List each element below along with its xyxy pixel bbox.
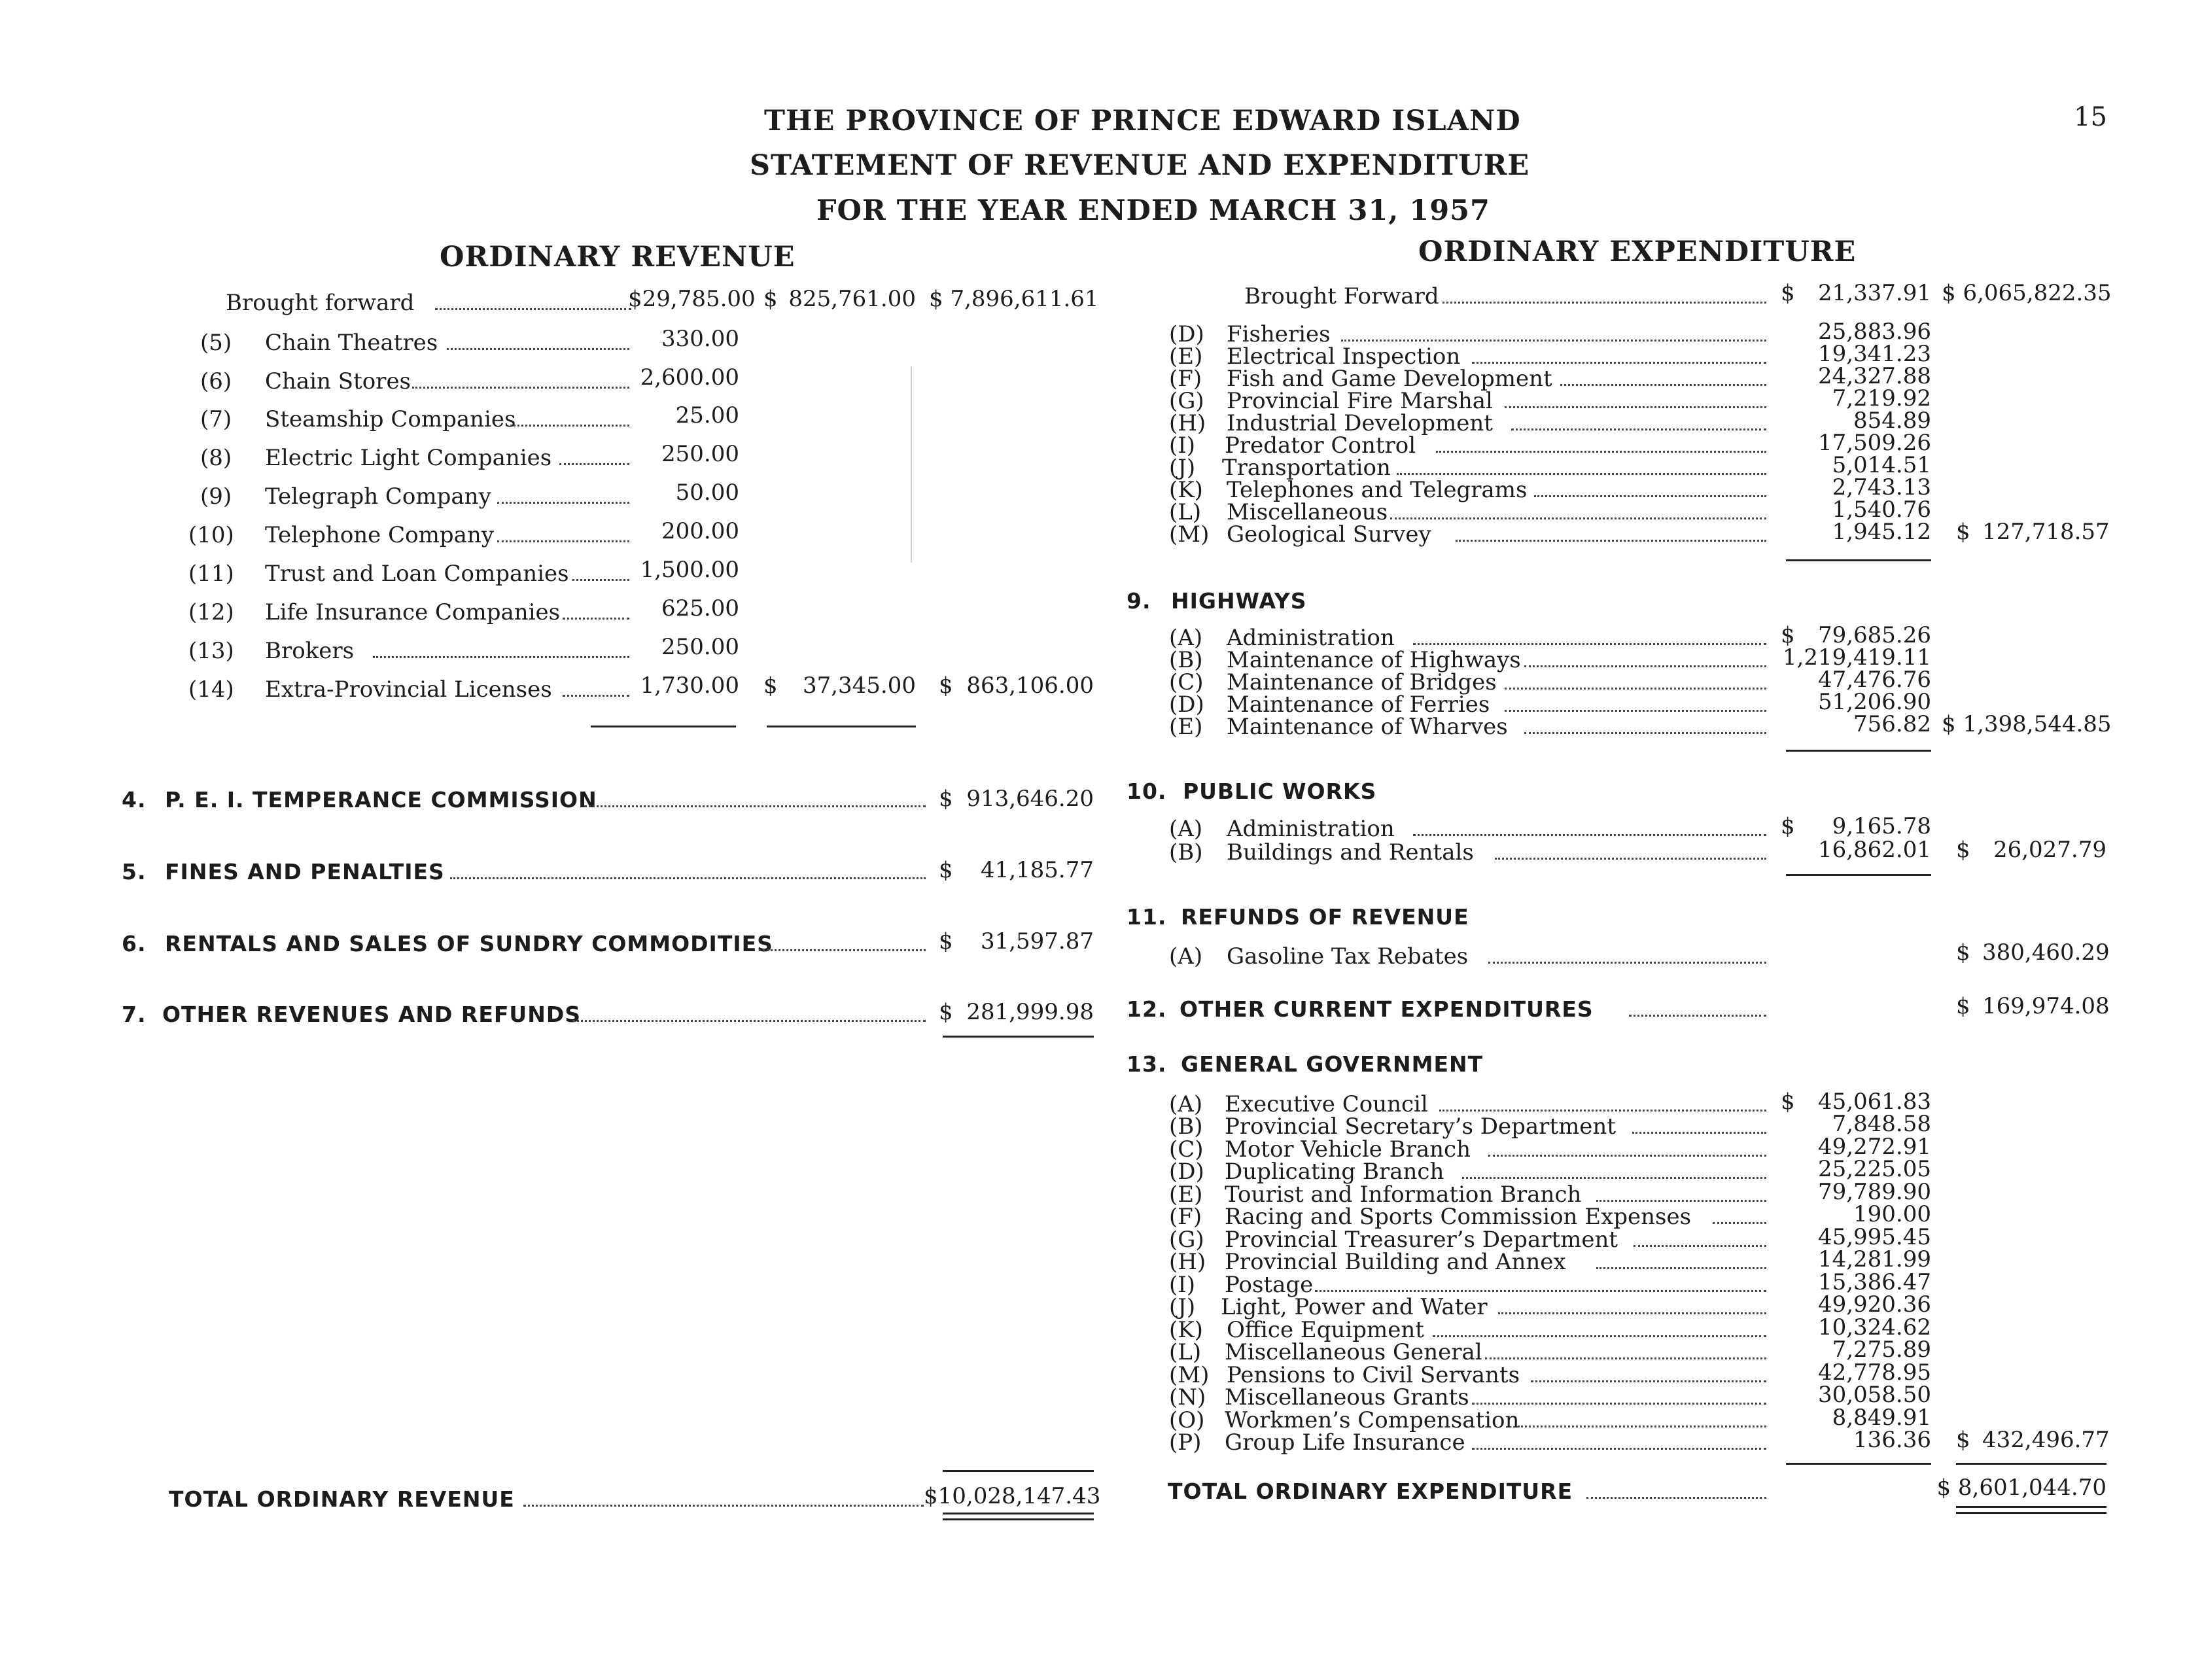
section-total: 380,460.29 [1982, 939, 2110, 966]
leader-dots [1390, 517, 1766, 519]
section-title: HIGHWAYS [1171, 588, 1307, 614]
leader-dots [1456, 540, 1766, 542]
leader-dots [412, 387, 629, 389]
item-letter: (B) [1169, 839, 1203, 866]
item-label: Miscellaneous General [1225, 1339, 1482, 1365]
item-amount: 25,883.96 [1817, 319, 1931, 345]
leader-dots [1632, 1132, 1766, 1134]
section-title: REFUNDS OF REVENUE [1181, 904, 1469, 930]
item-label: Chain Theatres [265, 330, 438, 356]
item-amount: 51,206.90 [1817, 689, 1931, 715]
item-amount: 17,509.26 [1817, 430, 1931, 456]
item-label: Postage [1225, 1272, 1314, 1298]
item-letter: (E) [1169, 1181, 1203, 1208]
leader-dots [1498, 1312, 1766, 1314]
expenditure-heading: ORDINARY EXPENDITURE [1418, 236, 1857, 268]
item-letter: (K) [1169, 1317, 1203, 1343]
item-label: Extra-Provincial Licenses [265, 676, 552, 703]
item-number: (9) [200, 483, 232, 510]
item-amount: 5,014.51 [1832, 452, 1931, 478]
item-letter: (D) [1169, 321, 1204, 347]
item-letter: (D) [1169, 691, 1204, 718]
item-letter: (F) [1169, 366, 1202, 392]
item-letter: (I) [1169, 432, 1195, 459]
leader-dots [1442, 302, 1766, 304]
leader-dots [1560, 384, 1766, 386]
item-amount: 7,848.58 [1832, 1111, 1931, 1137]
item-label: Life Insurance Companies [265, 599, 561, 625]
item-letter: (P) [1169, 1429, 1202, 1456]
title-line-2: STATEMENT OF REVENUE AND EXPENDITURE [750, 149, 1530, 182]
leader-dots [1413, 834, 1766, 836]
item-letter: (H) [1169, 1249, 1206, 1275]
item-amount: 49,920.36 [1817, 1291, 1931, 1318]
item-label: Fisheries [1227, 321, 1331, 347]
item-label: Geological Survey [1227, 521, 1431, 548]
item-amount: 50.00 [675, 480, 739, 506]
label: Brought forward [226, 290, 415, 316]
item-label: Telephones and Telegrams [1227, 477, 1528, 503]
item-label: Transportation [1222, 455, 1391, 481]
item-amount: 625.00 [661, 595, 739, 621]
amount-col2: 825,761.00 [788, 286, 916, 312]
subtotal-col3: 863,106.00 [966, 673, 1094, 699]
underline [1956, 1463, 2106, 1465]
amount-col1: $29,785.00 [628, 286, 756, 312]
leader-dots [1524, 665, 1766, 667]
section-total: 432,496.77 [1982, 1427, 2110, 1453]
underline [1786, 559, 1931, 561]
section-label: RENTALS AND SALES OF SUNDRY COMMODITIES [165, 931, 773, 956]
leader-dots [584, 805, 926, 807]
total-label: TOTAL ORDINARY EXPENDITURE [1168, 1479, 1573, 1504]
leader-dots [1629, 1015, 1766, 1017]
item-letter: (J) [1169, 1294, 1196, 1320]
section-number: 4. [122, 787, 147, 813]
item-letter: (G) [1169, 1227, 1204, 1253]
dollar-sign: $ [1781, 280, 1795, 306]
leader-dots [510, 425, 629, 427]
section-total: 26,027.79 [1993, 837, 2106, 863]
item-amount: 19,341.23 [1817, 341, 1931, 367]
leader-dots [1534, 495, 1766, 497]
item-label: Provincial Treasurer’s Department [1225, 1227, 1618, 1253]
item-label: Administration [1227, 816, 1395, 842]
section-number: 6. [122, 931, 147, 956]
section-amount: 41,185.77 [980, 857, 1094, 883]
leader-dots [563, 618, 629, 620]
leader-dots [1531, 1380, 1766, 1382]
leader-dots [1511, 429, 1766, 430]
section-total: $ 1,398,544.85 [1942, 711, 2112, 737]
section-label: OTHER REVENUES AND REFUNDS [162, 1002, 581, 1027]
leader-dots [1462, 1177, 1766, 1179]
item-letter: (B) [1169, 1113, 1203, 1140]
item-label: Electrical Inspection [1227, 343, 1461, 370]
leader-dots [1397, 473, 1766, 475]
leader-dots [1488, 1155, 1766, 1157]
item-letter: (E) [1169, 343, 1203, 370]
item-amount: 79,685.26 [1817, 622, 1931, 648]
item-letter: (H) [1169, 410, 1206, 436]
item-label: Maintenance of Bridges [1227, 669, 1497, 695]
subtotal-col2: 37,345.00 [802, 673, 916, 699]
dollar-sign: $ [1956, 993, 1970, 1019]
dollar-sign: $ [763, 673, 778, 699]
item-label: Maintenance of Highways [1227, 647, 1521, 673]
item-letter: (L) [1169, 1339, 1202, 1365]
item-number: (6) [200, 368, 232, 394]
double-underline [943, 1513, 1094, 1520]
dollar-sign: $ [1956, 837, 1970, 863]
leader-dots [497, 540, 629, 542]
dollar-sign: $ [1781, 1089, 1795, 1115]
item-amount: 250.00 [661, 634, 739, 660]
amount-col3: $ 7,896,611.61 [929, 286, 1099, 312]
section-number: 11. [1127, 904, 1167, 930]
item-label: Light, Power and Water [1221, 1294, 1488, 1320]
dollar-sign: $ [1956, 1427, 1970, 1453]
group-total: 127,718.57 [1982, 519, 2110, 545]
leader-dots [1713, 1222, 1766, 1224]
leader-dots [1472, 362, 1766, 364]
underline [943, 1470, 1094, 1472]
item-label: Maintenance of Ferries [1227, 691, 1490, 718]
section-title: OTHER CURRENT EXPENDITURES [1180, 996, 1594, 1022]
item-amount: 24,327.88 [1817, 363, 1931, 389]
leader-dots [563, 695, 629, 697]
item-amount: 2,600.00 [640, 364, 739, 391]
dollar-sign: $ [1781, 813, 1795, 839]
section-amount: 913,646.20 [966, 786, 1094, 812]
leader-dots [523, 1505, 924, 1507]
leader-dots [1341, 340, 1766, 341]
leader-dots [1596, 1200, 1766, 1202]
item-letter: (J) [1169, 455, 1196, 481]
item-amount: 2,743.13 [1832, 474, 1931, 500]
section-number: 7. [122, 1002, 147, 1027]
leader-dots [1472, 1403, 1766, 1405]
item-amount: 25,225.05 [1817, 1156, 1931, 1182]
item-label: Industrial Development [1227, 410, 1493, 436]
item-amount: 42,778.95 [1817, 1359, 1931, 1386]
leader-dots [1433, 1335, 1766, 1337]
section-amount: 31,597.87 [980, 928, 1094, 954]
item-letter: (M) [1169, 1362, 1210, 1388]
leader-dots [450, 877, 926, 879]
leader-dots [572, 1020, 926, 1022]
item-number: (14) [188, 676, 234, 703]
underline [1786, 874, 1931, 876]
page-number: 15 [2074, 102, 2107, 132]
item-letter: (L) [1169, 499, 1202, 525]
leader-dots [447, 348, 629, 350]
item-label: Provincial Building and Annex [1225, 1249, 1566, 1275]
leader-dots [435, 308, 631, 310]
dollar-sign: $ [763, 286, 778, 312]
item-amount: 250.00 [661, 441, 739, 467]
leader-dots [1505, 710, 1766, 712]
item-amount: 14,281.99 [1817, 1246, 1931, 1272]
item-label: Steamship Companies [265, 406, 516, 432]
section-title: GENERAL GOVERNMENT [1181, 1051, 1484, 1077]
item-amount: 190.00 [1853, 1201, 1931, 1227]
item-amount: 45,995.45 [1817, 1224, 1931, 1250]
section-number: 5. [122, 859, 147, 884]
leader-dots [373, 656, 629, 658]
item-label: Tourist and Information Branch [1225, 1181, 1582, 1208]
item-amount: 7,219.92 [1832, 385, 1931, 411]
dollar-sign: $ [939, 857, 953, 883]
item-amount: 15,386.47 [1817, 1269, 1931, 1295]
leader-dots [1436, 451, 1766, 453]
item-letter: (O) [1169, 1407, 1205, 1433]
item-amount: 30,058.50 [1817, 1382, 1931, 1408]
item-number: (10) [188, 522, 234, 548]
item-amount: 1,219,419.11 [1782, 644, 1931, 671]
item-letter: (E) [1169, 714, 1203, 740]
item-number: (5) [200, 330, 232, 356]
leader-dots [559, 463, 629, 465]
dollar-sign: $ [939, 786, 953, 812]
item-label: Miscellaneous [1227, 499, 1388, 525]
item-letter: (B) [1169, 647, 1203, 673]
item-label: Trust and Loan Companies [265, 561, 569, 587]
item-label: Executive Council [1225, 1091, 1428, 1117]
dollar-sign: $ [939, 999, 953, 1025]
item-label: Office Equipment [1227, 1317, 1424, 1343]
section-number: 13. [1127, 1051, 1167, 1077]
item-label: Brokers [265, 638, 355, 664]
section-number: 9. [1127, 588, 1151, 614]
item-letter: (K) [1169, 477, 1203, 503]
section-label: FINES AND PENALTIES [165, 859, 445, 884]
item-amount: 9,165.78 [1832, 813, 1931, 839]
item-letter: (A) [1169, 625, 1203, 651]
section-title: PUBLIC WORKS [1183, 779, 1377, 804]
item-label: Group Life Insurance [1225, 1429, 1465, 1456]
leader-dots [1315, 1290, 1766, 1292]
leader-dots [1495, 858, 1766, 860]
item-amount: 330.00 [661, 326, 739, 352]
item-label: Buildings and Rentals [1227, 839, 1474, 866]
underline [1786, 1463, 1931, 1465]
item-label: Duplicating Branch [1225, 1159, 1444, 1185]
label: Brought Forward [1244, 283, 1439, 309]
item-label: Administration [1227, 625, 1395, 651]
item-number: (11) [188, 561, 234, 587]
leader-dots [1586, 1497, 1766, 1499]
section-total: 169,974.08 [1982, 993, 2110, 1019]
item-letter: (F) [1169, 1204, 1202, 1230]
item-letter: (N) [1169, 1384, 1206, 1410]
leader-dots [1596, 1267, 1766, 1269]
item-number: (7) [200, 406, 232, 432]
item-amount: 7,275.89 [1832, 1337, 1931, 1363]
item-label: Pensions to Civil Servants [1227, 1362, 1520, 1388]
item-letter: (I) [1169, 1272, 1195, 1298]
item-amount: 1,730.00 [640, 673, 739, 699]
title-line-3: FOR THE YEAR ENDED MARCH 31, 1957 [816, 194, 1490, 227]
total-amount: $10,028,147.43 [924, 1483, 1101, 1509]
item-label: Gasoline Tax Rebates [1227, 943, 1469, 970]
leader-dots [759, 949, 926, 951]
underline [591, 726, 736, 727]
revenue-heading: ORDINARY REVENUE [440, 241, 795, 273]
item-amount: 10,324.62 [1817, 1314, 1931, 1340]
item-amount: 200.00 [661, 518, 739, 544]
dollar-sign: $ [1781, 622, 1795, 648]
item-amount: 1,500.00 [640, 557, 739, 583]
column-divider [911, 366, 912, 563]
section-label: P. E. I. TEMPERANCE COMMISSION [165, 787, 597, 813]
item-amount: 49,272.91 [1817, 1134, 1931, 1160]
item-label: Racing and Sports Commission Expenses [1225, 1204, 1692, 1230]
item-amount: 1,540.76 [1832, 497, 1931, 523]
total-label: TOTAL ORDINARY REVENUE [169, 1486, 515, 1512]
section-number: 10. [1127, 779, 1167, 804]
total-amount: $ 8,601,044.70 [1936, 1475, 2106, 1501]
leader-dots [1472, 1448, 1766, 1450]
item-label: Electric Light Companies [265, 445, 552, 471]
item-number: (12) [188, 599, 234, 625]
item-amount: 854.89 [1853, 408, 1931, 434]
item-amount: 45,061.83 [1817, 1089, 1931, 1115]
item-letter: (A) [1169, 943, 1203, 970]
item-label: Telegraph Company [265, 483, 491, 510]
item-label: Provincial Secretary’s Department [1225, 1113, 1616, 1140]
item-amount: 47,476.76 [1817, 667, 1931, 693]
item-letter: (C) [1169, 1136, 1204, 1163]
section-number: 12. [1127, 996, 1167, 1022]
item-letter: (G) [1169, 388, 1204, 414]
underline [1786, 750, 1931, 752]
item-number: (13) [188, 638, 234, 664]
item-amount: 25.00 [675, 402, 739, 429]
item-letter: (A) [1169, 816, 1203, 842]
leader-dots [1518, 1426, 1766, 1427]
leader-dots [1505, 406, 1766, 408]
item-letter: (D) [1169, 1159, 1204, 1185]
leader-dots [1413, 643, 1766, 645]
underline [767, 726, 916, 727]
item-amount: 1,945.12 [1832, 519, 1931, 545]
leader-dots [497, 502, 629, 504]
leader-dots [1505, 688, 1766, 690]
leader-dots [1485, 1357, 1766, 1359]
item-letter: (A) [1169, 1091, 1203, 1117]
item-amount: 16,862.01 [1817, 837, 1931, 863]
item-letter: (M) [1169, 521, 1210, 548]
item-label: Fish and Game Development [1227, 366, 1552, 392]
item-amount: 79,789.90 [1817, 1179, 1931, 1205]
running-total: $ 6,065,822.35 [1942, 280, 2112, 306]
item-amount: 136.36 [1853, 1427, 1931, 1453]
double-underline [1956, 1506, 2106, 1514]
item-label: Chain Stores [265, 368, 411, 394]
leader-dots [1524, 732, 1766, 734]
amount: 21,337.91 [1817, 280, 1931, 306]
item-label: Maintenance of Wharves [1227, 714, 1508, 740]
item-letter: (C) [1169, 669, 1204, 695]
dollar-sign: $ [939, 928, 953, 954]
dollar-sign: $ [1956, 519, 1970, 545]
dollar-sign: $ [939, 673, 953, 699]
leader-dots [1634, 1245, 1766, 1247]
underline [943, 1036, 1094, 1038]
item-label: Telephone Company [265, 522, 494, 548]
leader-dots [572, 579, 629, 581]
item-label: Workmen’s Compensation [1225, 1407, 1520, 1433]
item-amount: 8,849.91 [1832, 1405, 1931, 1431]
dollar-sign: $ [1956, 939, 1970, 966]
item-label: Provincial Fire Marshal [1227, 388, 1493, 414]
section-amount: 281,999.98 [966, 999, 1094, 1025]
item-label: Miscellaneous Grants [1225, 1384, 1469, 1410]
item-label: Predator Control [1225, 432, 1416, 459]
leader-dots [1488, 962, 1766, 964]
leader-dots [1439, 1110, 1766, 1111]
item-label: Motor Vehicle Branch [1225, 1136, 1471, 1163]
item-number: (8) [200, 445, 232, 471]
title-line-1: THE PROVINCE OF PRINCE EDWARD ISLAND [764, 105, 1521, 137]
item-amount: 756.82 [1853, 711, 1931, 737]
